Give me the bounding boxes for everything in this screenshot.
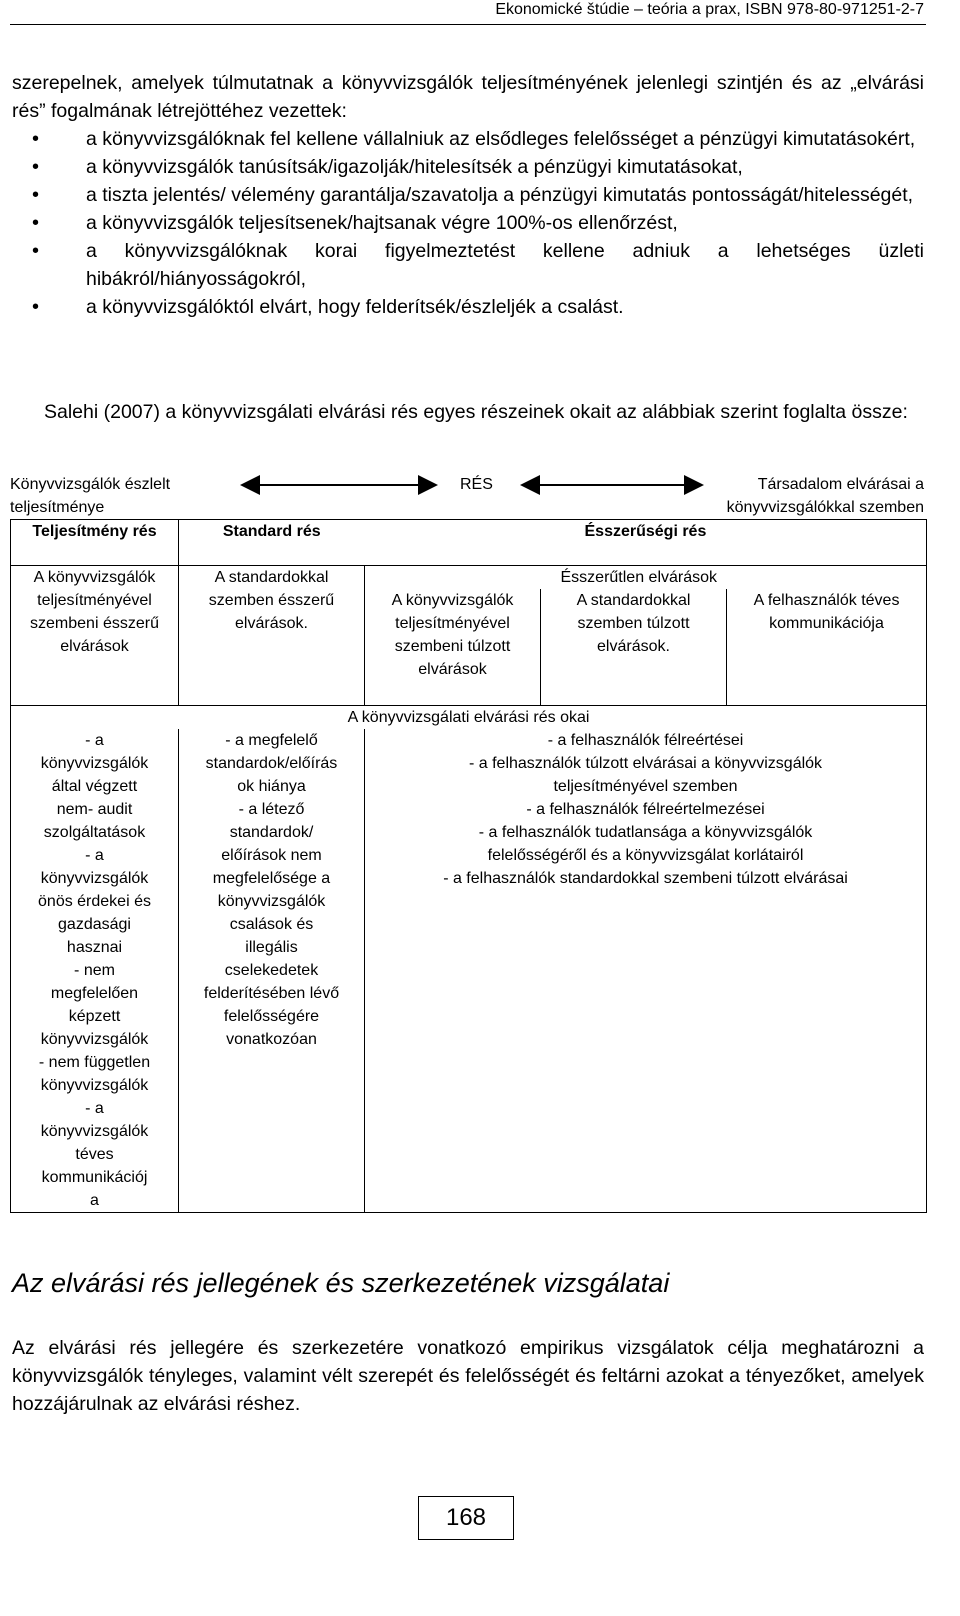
list-item: • a könyvvizsgálóknak korai figyelmeztetést kellene adniuk a lehetséges üzleti hibákról/hiányosságokról, — [86, 237, 924, 293]
reasonableness-gap-causes: - a felhasználók félreértései - a felhasználók túlzott elvárásai a könyvvizsgálók teljesítményével szemben - a felhasználók félreértelmezései - a felhasználók tudatlansága a könyvvizsgálók felelősségéről és a könyvvizsgálat korlátairól - a felhasználók standardokkal szembeni túlzott elvárásai — [365, 729, 927, 1213]
society-expectations-label: Társadalom elvárásai a könyvvizsgálókkal szemben — [726, 476, 924, 516]
standard-gap-header: Standard rés — [179, 520, 365, 566]
closing-paragraph: Az elvárási rés jellegére és szerkezetére vonatkozó empirikus vizsgálatok célja meghatározni a könyvvizsgálók tényleges, valamint vélt szerepét és felelősségét és feltárni azokat a tényezőket, amelyek hozzájárulnak az elvárási réshez. — [12, 1337, 924, 1415]
intro-text: szerepelnek, amelyek túlmutatnak a könyvvizsgálók teljesítményének jelenlegi szintjén és az „elvárási rés” fogalmának létrejöttéhez vezettek: — [12, 72, 924, 122]
list-item: • a könyvvizsgálóknak fel kellene vállalniuk az elsődleges felelősséget a pénzügyi kimutatásokért, — [86, 125, 924, 153]
user-miscommunication: A felhasználók téves kommunikációja — [727, 589, 927, 705]
gap-diagram-top — [10, 473, 924, 519]
unreasonable-expectations-header: Ésszerűtlen elvárások — [541, 566, 927, 590]
reasonable-standard-expectations: A standardokkal szemben ésszerű elvárások. — [179, 566, 365, 706]
running-header — [10, 0, 926, 25]
excessive-standard-expectations: A standardokkal szemben túlzott elvárások. — [541, 589, 727, 705]
expectation-gap-table — [10, 519, 927, 1213]
excessive-performance-expectations: A könyvvizsgálók teljesítményével szembeni túlzott elvárások — [365, 589, 541, 705]
list-item: • a könyvvizsgálóktól elvárt, hogy felderítsék/észleljék a csalást. — [86, 293, 924, 321]
reasonable-performance-expectations: A könyvvizsgálók teljesítményével szembeni ésszerű elvárások — [11, 566, 179, 706]
section-heading: Az elvárási rés jellegének és szerkezetének vizsgálatai — [12, 1268, 670, 1298]
expectation-list — [12, 125, 924, 321]
list-item: • a tiszta jelentés/ vélemény garantálja/szavatolja a pénzügyi kimutatás pontosságát/hitelességét, — [86, 181, 924, 209]
reasonableness-gap-header: Ésszerűségi rés — [365, 520, 927, 566]
gap-label: RÉS — [460, 476, 493, 493]
page-number: 168 — [418, 1496, 514, 1540]
standard-gap-causes: - a megfelelő standardok/előírás ok hiánya - a létező standardok/ előírások nem megfelelősége a könyvvizsgálók csalások és illegális cselekedetek felderítésében lévő felelősségére vonatkozóan — [179, 729, 365, 1213]
perceived-performance-label: Könyvvizsgálók észlelt teljesítménye — [10, 476, 171, 516]
causes-header: A könyvvizsgálati elvárási rés okai — [11, 705, 927, 729]
performance-gap-causes: - a könyvvizsgálók által végzett nem- audit szolgáltatások - a könyvvizsgálók önös érdekei és gazdasági hasznai - nem megfelelően képzett könyvvizsgálók - nem független könyvvizsgálók - a könyvvizsgálók téves kommunikációj a — [11, 729, 179, 1213]
intro-section — [12, 69, 924, 321]
list-item: • a könyvvizsgálók tanúsítsák/igazolják/hitelesítsék a pénzügyi kimutatásokat, — [86, 153, 924, 181]
running-title: Ekonomické štúdie – teória a prax, ISBN 978-80-971251-2-7 — [495, 1, 924, 18]
list-item: • a könyvvizsgálók teljesítsenek/hajtsanak végre 100%-os ellenőrzést, — [86, 209, 924, 237]
salehi-paragraph: Salehi (2007) a könyvvizsgálati elvárási rés egyes részeinek okait az alábbiak szerint foglalta össze: — [44, 401, 908, 423]
performance-gap-header: Teljesítmény rés — [11, 520, 179, 566]
